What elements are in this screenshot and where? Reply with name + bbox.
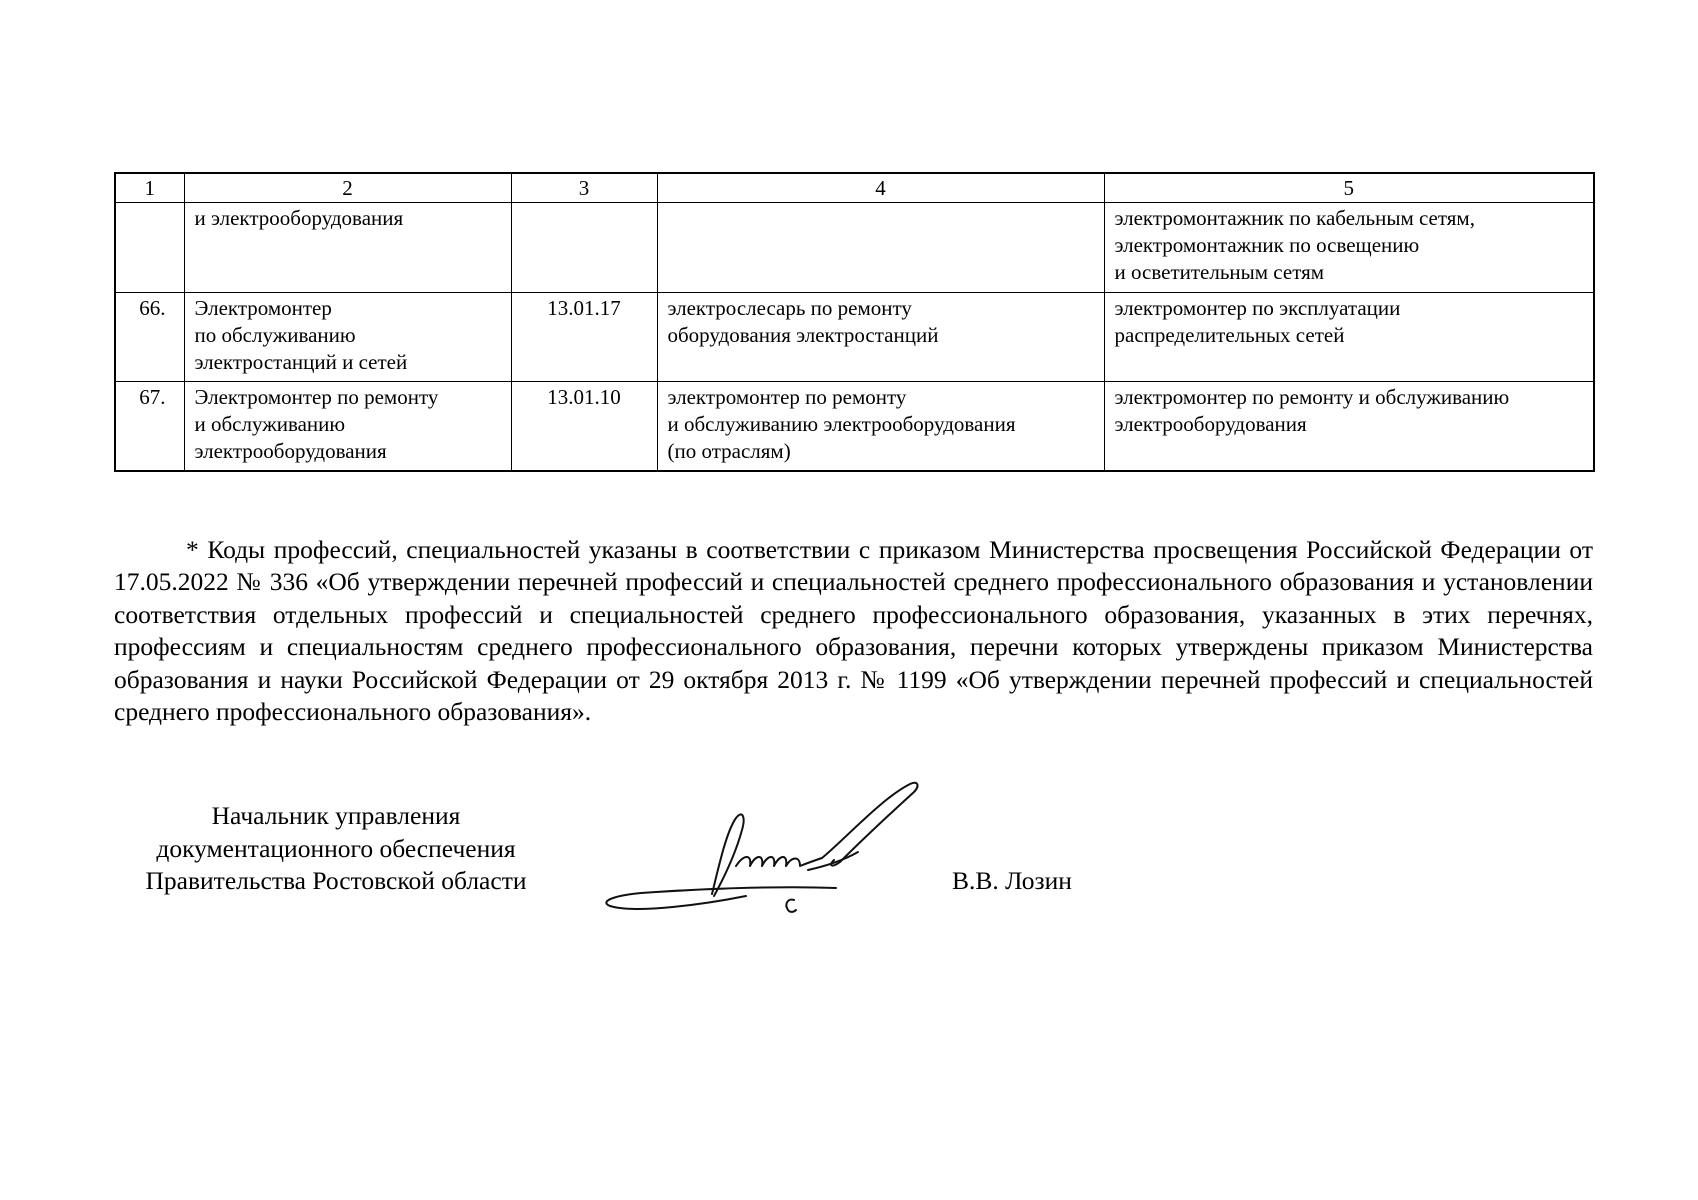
column-header-1: 1 <box>115 173 184 203</box>
table-row <box>115 293 1594 382</box>
equivalent-profession: электрослесарь по ремонту оборудования электростанций <box>657 293 1104 382</box>
signatory-title-line: Правительства Ростовской области <box>145 866 527 895</box>
signatory-title-line: документационного обеспечения <box>156 833 516 863</box>
row-number: 66. <box>115 293 184 382</box>
profession-code: 13.01.17 <box>511 293 657 382</box>
professions-table <box>114 172 1595 472</box>
column-header-2: 2 <box>184 173 511 203</box>
equivalent-profession <box>657 203 1104 293</box>
related-professions: электромонтер по ремонту и обслуживанию электрооборудования <box>1104 382 1594 471</box>
profession-name: и электрооборудования <box>184 203 511 293</box>
column-header-4: 4 <box>657 173 1104 203</box>
signatory-title <box>114 800 558 898</box>
handwritten-signature <box>596 770 926 920</box>
table-row <box>115 382 1594 471</box>
row-number <box>115 203 184 293</box>
profession-name: Электромонтер по обслуживанию электростанций и сетей <box>184 293 511 382</box>
related-professions: электромонтажник по кабельным сетям, электромонтажник по освещению и осветительным сетям <box>1104 203 1594 293</box>
profession-code <box>511 203 657 293</box>
signatory-title-line: Начальник управления <box>211 801 461 830</box>
equivalent-profession: электромонтер по ремонту и обслуживанию электрооборудования (по отраслям) <box>657 382 1104 471</box>
related-professions: электромонтер по эксплуатации распределительных сетей <box>1104 293 1594 382</box>
profession-name: Электромонтер по ремонту и обслуживанию электрооборудования <box>184 382 511 471</box>
signatory-name: В.В. Лозин <box>952 866 1072 895</box>
table-row <box>115 203 1594 293</box>
table-header-row <box>115 173 1594 203</box>
row-number: 67. <box>115 382 184 471</box>
column-header-5: 5 <box>1104 173 1594 203</box>
column-header-3: 3 <box>511 173 657 203</box>
footnote-text: * Коды профессий, специальностей указаны в соответствии с приказом Министерства просвещения Российской Федерации от 17.05.2022 № 336 «Об утверждении перечней профессий и специальностей среднего профессионального образования и установлении соответствия отдельных профессий и специальностей среднего профессионального образования, указанных в этих перечнях, профессиям и специальностям среднего профессионального образования, перечни которых утверждены приказом Министерства образования и науки Российской Федерации от 29 октября 2013 г. № 1199 «Об утверждении перечней профессий и специальностей среднего профессионального образования». <box>114 534 1593 726</box>
profession-code: 13.01.10 <box>511 382 657 471</box>
